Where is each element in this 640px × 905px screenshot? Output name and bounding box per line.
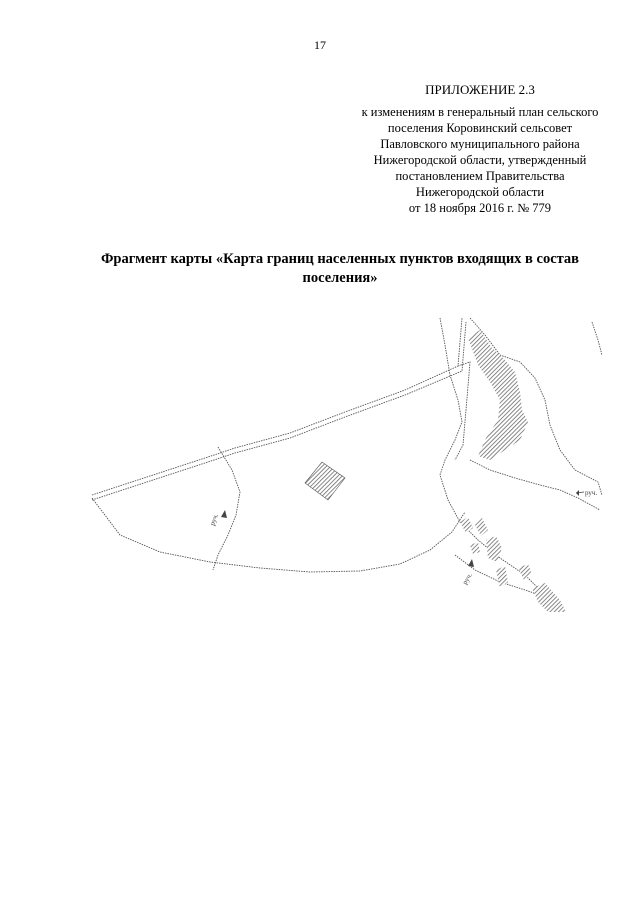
- map-title-line: Фрагмент карты «Карта границ населенных пунктов входящих в состав: [100, 251, 580, 267]
- appendix-line: Нижегородской области: [415, 185, 545, 199]
- map-title-line: поселения»: [302, 270, 378, 286]
- map-fragment: [0, 300, 640, 620]
- forest-area: [518, 564, 532, 580]
- appendix-line: постановлением Правительства: [395, 169, 565, 183]
- stream-line: [213, 447, 240, 570]
- river-bank: [470, 318, 602, 495]
- forest-area: [475, 518, 488, 536]
- appendix-line: поселения Коровинский сельсовет: [387, 121, 573, 135]
- forest-area: [496, 566, 508, 588]
- appendix-line: Павловского муниципального района: [380, 137, 580, 151]
- map-title: [70, 250, 610, 288]
- stream-label-west: [208, 512, 220, 526]
- settlement-area: [305, 462, 345, 500]
- stream-label-east: [576, 489, 597, 497]
- appendix-line: Нижегородской области, утвержденный: [373, 153, 587, 167]
- river-bank: [592, 322, 602, 355]
- settlement-boundary: [92, 318, 470, 500]
- arrow-icon: [468, 559, 474, 567]
- appendix-block: [330, 82, 630, 216]
- appendix-title: ПРИЛОЖЕНИЕ 2.3: [425, 82, 535, 97]
- stream-label-south: [461, 571, 474, 586]
- appendix-line: от 18 ноября 2016 г. № 779: [408, 201, 552, 215]
- forest-area: [532, 583, 566, 612]
- stream-label-text: руч.: [208, 512, 221, 527]
- creek-line: [470, 460, 600, 510]
- stream-label-text: руч.: [460, 571, 474, 586]
- south-boundary: [92, 498, 465, 572]
- forest-area: [468, 330, 528, 460]
- appendix-line: к изменениям в генеральный план сельского: [361, 105, 599, 119]
- forest-area: [470, 542, 480, 554]
- page-number: 17: [314, 38, 326, 52]
- forest-area: [460, 517, 473, 533]
- stream-label-text: руч.: [585, 489, 598, 497]
- arrow-icon: [221, 510, 227, 518]
